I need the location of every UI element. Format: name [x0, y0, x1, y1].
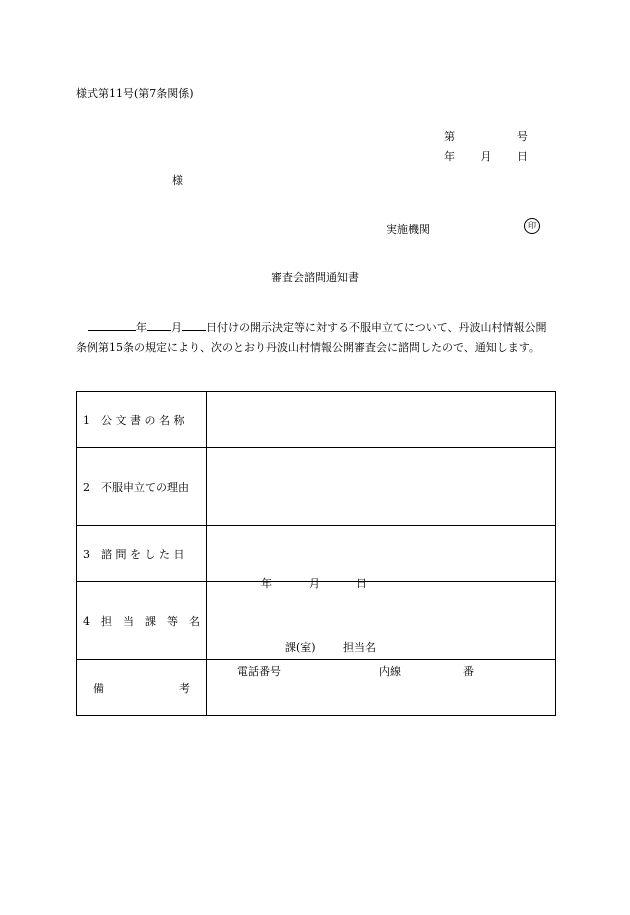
document-name-field[interactable]	[207, 392, 556, 448]
date-month: 月	[480, 150, 492, 163]
row-label-appeal-reason: 2 不服申立ての理由	[77, 448, 207, 526]
row-label-responsible-section: 4 担 当 課 等 名	[77, 582, 207, 660]
row-label-document-name: 1 公 文 書 の 名 称	[77, 392, 207, 448]
person-label: 担当名	[343, 640, 376, 654]
date-day: 日	[517, 150, 528, 163]
extension-label: 内線	[379, 664, 401, 678]
seal-mark: 印	[524, 218, 540, 234]
form-number-label: 様式第11号(第7条関係)	[76, 87, 194, 100]
blank-day	[182, 318, 206, 331]
responsible-section-field[interactable]	[207, 582, 556, 678]
remarks-label-right: 考	[179, 681, 190, 695]
recipient-honorific: 様	[172, 174, 183, 187]
blank-month	[147, 318, 171, 331]
section-label: 課(室)	[285, 640, 316, 654]
body-year: 年	[136, 321, 147, 334]
row-label-inquiry-date: 3 諮 問 を し た 日	[77, 526, 207, 582]
phone-label: 電話番号	[237, 664, 281, 678]
table-row	[77, 448, 556, 526]
remarks-label-left: 備	[93, 681, 104, 695]
blank-year	[88, 318, 136, 331]
document-number	[444, 128, 528, 144]
body-month: 月	[171, 321, 182, 334]
notice-body	[76, 318, 556, 358]
issue-date	[444, 148, 528, 164]
doc-number-prefix: 第	[444, 130, 455, 143]
doc-number-suffix: 号	[517, 130, 528, 143]
appeal-reason-field[interactable]	[207, 448, 556, 526]
table-row	[77, 392, 556, 448]
inquiry-day: 日	[356, 576, 367, 590]
number-suffix: 番	[463, 664, 474, 678]
table-row	[77, 660, 556, 716]
body-text: 日付けの開示決定等に対する不服申立てについて、丹波山村情報公開条例第15条の規定により、次のとおり丹波山村情報公開審査会に諮問したので、通知します。	[76, 321, 547, 354]
inquiry-year: 年	[261, 576, 272, 590]
row-label-remarks	[77, 660, 207, 716]
inquiry-date-field[interactable]	[207, 526, 556, 590]
inquiry-month: 月	[309, 576, 320, 590]
document-title: 審査会諮問通知書	[271, 271, 359, 284]
inquiry-table	[76, 391, 556, 716]
date-year: 年	[444, 150, 455, 163]
table-row	[77, 582, 556, 660]
sender-label: 実施機関	[386, 223, 430, 236]
table-row	[77, 526, 556, 582]
